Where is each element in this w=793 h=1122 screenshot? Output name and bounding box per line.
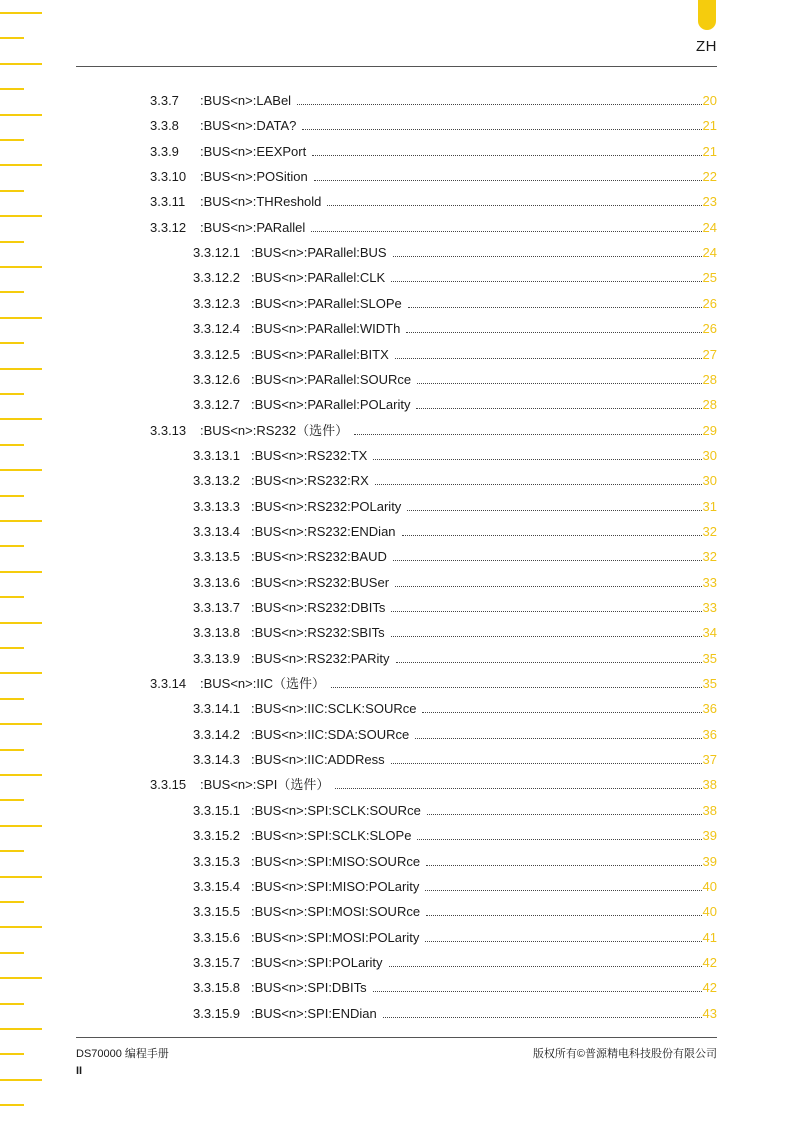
toc-entry-number: 3.3.15.7 — [193, 954, 240, 970]
toc-entry-title: :BUS<n>:SPI:MISO:SOURce — [251, 853, 421, 869]
toc-entry-title: :BUS<n>:IIC（选件） — [200, 676, 325, 692]
toc-entry-title: :BUS<n>:RS232:BAUD — [251, 549, 387, 565]
toc-entry-title: :BUS<n>:SPI:SCLK:SLOPe — [251, 828, 412, 844]
page-number: II — [76, 1065, 83, 1077]
toc-entry[interactable] — [193, 266, 717, 290]
toc-entry-number: 3.3.11 — [150, 194, 186, 210]
header-divider — [76, 66, 717, 67]
toc-entry[interactable] — [193, 850, 717, 874]
toc-entry[interactable] — [193, 621, 717, 645]
footer-divider — [76, 1037, 717, 1038]
toc-entry-page[interactable]: 43 — [702, 1005, 717, 1021]
toc-entry-page[interactable]: 40 — [702, 904, 717, 920]
toc-leader-dots — [314, 180, 702, 181]
manual-title: DS70000 编程手册 — [76, 1048, 169, 1060]
toc-entry-number: 3.3.15 — [150, 777, 187, 793]
toc-leader-dots — [383, 1017, 702, 1018]
ruler-tick — [0, 342, 24, 344]
toc-entry-number: 3.3.12.1 — [193, 245, 240, 261]
toc-entry-title: :BUS<n>:SPI:DBITs — [251, 980, 367, 996]
ruler-tick — [0, 139, 24, 141]
toc-leader-dots — [327, 205, 701, 206]
toc-entry-page[interactable]: 25 — [702, 270, 717, 286]
ruler-tick — [0, 774, 42, 776]
toc-entry-page[interactable]: 38 — [702, 777, 717, 793]
toc-entry-page[interactable]: 36 — [702, 726, 717, 742]
toc-entry-title: :BUS<n>:PARallel:BITX — [251, 346, 389, 362]
toc-entry-number: 3.3.12.5 — [193, 346, 240, 362]
ruler-tick — [0, 520, 42, 522]
toc-entry-page[interactable]: 31 — [702, 498, 717, 514]
toc-entry-number: 3.3.15.4 — [193, 878, 240, 894]
toc-entry[interactable] — [150, 773, 717, 797]
toc-entry[interactable] — [193, 748, 717, 772]
toc-leader-dots — [312, 155, 701, 156]
toc-leader-dots — [297, 104, 701, 105]
ruler-tick — [0, 952, 24, 954]
toc-entry-page[interactable]: 42 — [702, 980, 717, 996]
toc-leader-dots — [416, 408, 701, 409]
toc-entry-number: 3.3.7 — [150, 93, 179, 108]
ruler-tick — [0, 368, 42, 370]
toc-leader-dots — [391, 636, 702, 637]
toc-entry-page[interactable]: 26 — [702, 321, 717, 337]
toc-entry-number: 3.3.13.2 — [193, 473, 240, 489]
toc-entry-title: :BUS<n>:RS232:BUSer — [251, 574, 390, 590]
toc-entry-title: :BUS<n>:PARallel:SOURce — [251, 371, 412, 387]
toc-leader-dots — [426, 915, 701, 916]
toc-entry-page[interactable]: 28 — [702, 371, 717, 387]
toc-leader-dots — [335, 788, 701, 789]
toc-entry[interactable] — [193, 343, 717, 367]
copyright-notice: 版权所有©普源精电科技股份有限公司 — [532, 1048, 717, 1060]
toc-leader-dots — [426, 865, 701, 866]
toc-entry-number: 3.3.12.7 — [193, 397, 240, 413]
toc-leader-dots — [373, 459, 701, 460]
toc-entry-number: 3.3.12.3 — [193, 295, 240, 311]
toc-leader-dots — [391, 763, 702, 764]
language-label: ZH — [696, 38, 717, 55]
ruler-tick — [0, 444, 24, 446]
ruler-tick — [0, 1053, 24, 1055]
ruler-tick — [0, 622, 42, 624]
toc-entry[interactable] — [193, 241, 717, 265]
toc-entry[interactable] — [150, 140, 717, 164]
toc-entry-title: :BUS<n>:SPI:POLarity — [251, 954, 383, 970]
toc-entry-title: :BUS<n>:RS232:PARity — [251, 650, 390, 666]
toc-entry[interactable] — [193, 520, 717, 544]
toc-entry-page[interactable]: 39 — [702, 853, 717, 869]
toc-entry-page[interactable]: 24 — [702, 245, 717, 261]
toc-entry-number: 3.3.14.1 — [193, 701, 240, 717]
ruler-tick — [0, 977, 42, 979]
toc-entry-title: :BUS<n>:PARallel:POLarity — [251, 397, 411, 413]
toc-entry-title: :BUS<n>:SPI:MISO:POLarity — [251, 878, 420, 894]
toc-entry[interactable] — [193, 723, 717, 747]
toc-entry-number: 3.3.15.9 — [193, 1005, 240, 1021]
toc-entry[interactable] — [193, 900, 717, 924]
toc-entry-page[interactable]: 32 — [702, 549, 717, 565]
ruler-tick — [0, 393, 24, 395]
toc-leader-dots — [373, 991, 702, 992]
toc-entry-page[interactable]: 21 — [702, 118, 717, 134]
ruler-tick — [0, 469, 42, 471]
ruler-tick — [0, 926, 42, 928]
ruler-tick — [0, 571, 42, 573]
toc-entry-number: 3.3.13.9 — [193, 650, 240, 666]
toc-entry-page[interactable]: 38 — [702, 802, 717, 818]
toc-leader-dots — [311, 231, 701, 232]
toc-entry[interactable] — [193, 1002, 717, 1026]
toc-entry-number: 3.3.15.6 — [193, 929, 240, 945]
toc-entry[interactable] — [193, 444, 717, 468]
toc-entry-number: 3.3.13.4 — [193, 523, 240, 539]
toc-entry-title: :BUS<n>:POSition — [200, 169, 308, 185]
toc-leader-dots — [393, 256, 702, 257]
toc-entry-title: :BUS<n>:RS232:SBITs — [251, 625, 385, 641]
toc-entry-title: :BUS<n>:SPI:ENDian — [251, 1005, 377, 1021]
toc-entry[interactable] — [193, 799, 717, 823]
toc-leader-dots — [427, 814, 702, 815]
toc-entry-page[interactable]: 30 — [702, 447, 717, 463]
ruler-tick — [0, 825, 42, 827]
toc-entry[interactable] — [150, 190, 717, 214]
toc-entry-number: 3.3.14 — [150, 676, 187, 692]
toc-entry[interactable] — [150, 672, 717, 696]
toc-entry-number: 3.3.13.7 — [193, 600, 240, 615]
toc-entry-title: :BUS<n>:RS232:POLarity — [251, 498, 402, 514]
toc-entry-title: :BUS<n>:IIC:ADDRess — [251, 752, 385, 768]
ruler-tick — [0, 545, 24, 547]
toc-entry-number: 3.3.13.3 — [193, 498, 240, 514]
toc-leader-dots — [354, 434, 701, 435]
toc-entry-page[interactable]: 26 — [702, 295, 717, 311]
toc-entry-title: :BUS<n>:DATA? — [200, 118, 297, 134]
toc-entry-title: :BUS<n>:PARallel:SLOPe — [251, 295, 402, 311]
ruler-tick — [0, 749, 24, 751]
toc-entry[interactable] — [193, 824, 717, 848]
toc-leader-dots — [393, 560, 702, 561]
ruler-tick — [0, 291, 24, 293]
toc-entry-page[interactable]: 37 — [702, 752, 717, 768]
toc-entry-number: 3.3.15.8 — [193, 980, 240, 996]
toc-entry-number: 3.3.14.3 — [193, 752, 240, 768]
toc-entry-number: 3.3.15.2 — [193, 828, 240, 844]
toc-entry-page[interactable]: 24 — [702, 219, 717, 235]
toc-entry-page[interactable]: 29 — [702, 422, 717, 438]
toc-entry-title: :BUS<n>:SPI:MOSI:POLarity — [251, 929, 420, 945]
toc-leader-dots — [417, 383, 701, 384]
toc-entry-title: :BUS<n>:RS232（选件） — [200, 422, 349, 438]
toc-entry-page[interactable]: 21 — [702, 143, 717, 159]
ruler-tick — [0, 114, 42, 116]
ruler-tick — [0, 672, 42, 674]
toc-entry-number: 3.3.12.2 — [193, 270, 240, 286]
toc-entry-page[interactable]: 39 — [702, 828, 717, 844]
toc-entry[interactable] — [193, 368, 717, 392]
ruler-tick — [0, 241, 24, 243]
ruler-tick — [0, 1028, 42, 1030]
toc-entry-title: :BUS<n>:PARallel — [200, 219, 306, 235]
toc-entry-number: 3.3.13.6 — [193, 574, 240, 590]
toc-entry-title: :BUS<n>:RS232:ENDian — [251, 523, 396, 539]
toc-leader-dots — [391, 281, 701, 282]
toc-entry-number: 3.3.12.4 — [193, 321, 240, 337]
toc-entry-page[interactable]: 35 — [702, 676, 717, 692]
toc-entry-title: :BUS<n>:IIC:SDA:SOURce — [251, 726, 410, 742]
toc-entry-number: 3.3.12 — [150, 219, 187, 235]
ruler-tick — [0, 37, 24, 39]
toc-leader-dots — [389, 966, 702, 967]
toc-entry-number: 3.3.15.3 — [193, 853, 240, 869]
toc-entry-title: :BUS<n>:RS232:DBITs — [251, 600, 386, 615]
toc-entry-title: :BUS<n>:THReshold — [200, 194, 322, 210]
toc-entry-number: 3.3.12.6 — [193, 371, 240, 387]
toc-entry-page[interactable]: 33 — [702, 600, 717, 615]
toc-entry[interactable] — [150, 114, 717, 138]
toc-entry-title: :BUS<n>:IIC:SCLK:SOURce — [251, 701, 417, 717]
toc-entry-title: :BUS<n>:SPI:SCLK:SOURce — [251, 802, 421, 818]
toc-entry[interactable] — [193, 951, 717, 975]
ruler-tick — [0, 647, 24, 649]
toc-entry[interactable] — [193, 545, 717, 569]
toc-entry[interactable] — [193, 976, 717, 1000]
toc-entry[interactable] — [193, 292, 717, 316]
toc-entry-page[interactable]: 34 — [702, 625, 717, 641]
toc-entry[interactable] — [193, 393, 717, 417]
toc-leader-dots — [408, 307, 702, 308]
toc-leader-dots — [395, 358, 702, 359]
toc-entry-title: :BUS<n>:LABel — [200, 93, 292, 108]
toc-entry-page[interactable]: 40 — [702, 878, 717, 894]
ruler-tick — [0, 215, 42, 217]
toc-entry-page[interactable]: 30 — [702, 473, 717, 489]
ruler-tick — [0, 1104, 24, 1106]
toc-entry-title: :BUS<n>:RS232:TX — [251, 447, 368, 463]
toc-entry-number: 3.3.13.8 — [193, 625, 240, 641]
ruler-tick — [0, 876, 42, 878]
ruler-tick — [0, 190, 24, 192]
toc-entry-number: 3.3.13.1 — [193, 447, 240, 463]
ruler-tick — [0, 12, 42, 14]
toc-leader-dots — [375, 484, 702, 485]
ruler-tick — [0, 1003, 24, 1005]
toc-entry-title: :BUS<n>:PARallel:WIDTh — [251, 321, 401, 337]
ruler-tick — [0, 596, 24, 598]
toc-leader-dots — [415, 738, 701, 739]
toc-entry-title: :BUS<n>:SPI（选件） — [200, 777, 330, 793]
toc-entry-page[interactable]: 23 — [702, 194, 717, 210]
toc-entry[interactable] — [193, 596, 717, 620]
toc-entry-title: :BUS<n>:PARallel:BUS — [251, 245, 387, 261]
toc-entry[interactable] — [193, 926, 717, 950]
toc-entry[interactable] — [150, 216, 717, 240]
toc-entry[interactable] — [193, 697, 717, 721]
toc-entry-page[interactable]: 41 — [702, 929, 717, 945]
toc-leader-dots — [425, 941, 701, 942]
toc-entry-number: 3.3.15.5 — [193, 904, 240, 920]
toc-entry[interactable] — [193, 317, 717, 341]
toc-entry-number: 3.3.13 — [150, 422, 187, 438]
toc-entry-number: 3.3.13.5 — [193, 549, 240, 565]
ruler-tick — [0, 799, 24, 801]
toc-entry[interactable] — [193, 647, 717, 671]
toc-entry-number: 3.3.14.2 — [193, 726, 240, 742]
toc-leader-dots — [331, 687, 702, 688]
toc-entry[interactable] — [193, 469, 717, 493]
toc-entry-page[interactable]: 36 — [702, 701, 717, 717]
ruler-tick — [0, 88, 24, 90]
ruler-tick — [0, 495, 24, 497]
toc-entry-page[interactable]: 27 — [702, 346, 717, 362]
ruler-tick — [0, 164, 42, 166]
toc-entry[interactable] — [193, 875, 717, 899]
ruler-tick — [0, 850, 24, 852]
toc-entry[interactable] — [150, 165, 717, 189]
toc-entry[interactable] — [150, 89, 717, 113]
toc-leader-dots — [391, 611, 701, 612]
ruler-tick — [0, 698, 24, 700]
ruler-tick — [0, 266, 42, 268]
toc-entry-title: :BUS<n>:RS232:RX — [251, 473, 369, 489]
toc-leader-dots — [302, 129, 701, 130]
toc-entry-page[interactable]: 20 — [702, 93, 717, 108]
toc-leader-dots — [422, 712, 701, 713]
toc-leader-dots — [425, 890, 701, 891]
toc-entry[interactable] — [193, 495, 717, 519]
toc-entry[interactable] — [150, 419, 717, 443]
toc-entry-page[interactable]: 32 — [702, 523, 717, 539]
ruler-tick — [0, 418, 42, 420]
toc-entry-page[interactable]: 35 — [702, 650, 717, 666]
toc-leader-dots — [395, 586, 702, 587]
ruler-tick — [0, 317, 42, 319]
toc-entry-number: 3.3.9 — [150, 143, 179, 159]
toc-entry[interactable] — [193, 571, 717, 595]
toc-entry-page[interactable]: 28 — [702, 397, 717, 413]
toc-entry-number: 3.3.10 — [150, 169, 187, 185]
language-tab-marker — [698, 0, 716, 30]
ruler-tick — [0, 901, 24, 903]
toc-entry-title: :BUS<n>:PARallel:CLK — [251, 270, 386, 286]
toc-leader-dots — [402, 535, 702, 536]
toc-entry-number: 3.3.8 — [150, 118, 179, 134]
toc-entry-title: :BUS<n>:EEXPort — [200, 143, 307, 159]
toc-leader-dots — [396, 662, 702, 663]
ruler-tick — [0, 723, 42, 725]
toc-entry-title: :BUS<n>:SPI:MOSI:SOURce — [251, 904, 421, 920]
toc-leader-dots — [406, 332, 701, 333]
ruler-tick — [0, 1079, 42, 1081]
page-edge-ruler — [0, 0, 50, 1122]
toc-leader-dots — [407, 510, 701, 511]
toc-entry-page[interactable]: 22 — [702, 169, 717, 185]
toc-entry-number: 3.3.15.1 — [193, 802, 240, 818]
toc-leader-dots — [417, 839, 701, 840]
ruler-tick — [0, 63, 42, 65]
toc-entry-page[interactable]: 33 — [702, 574, 717, 590]
toc-entry-page[interactable]: 42 — [702, 954, 717, 970]
